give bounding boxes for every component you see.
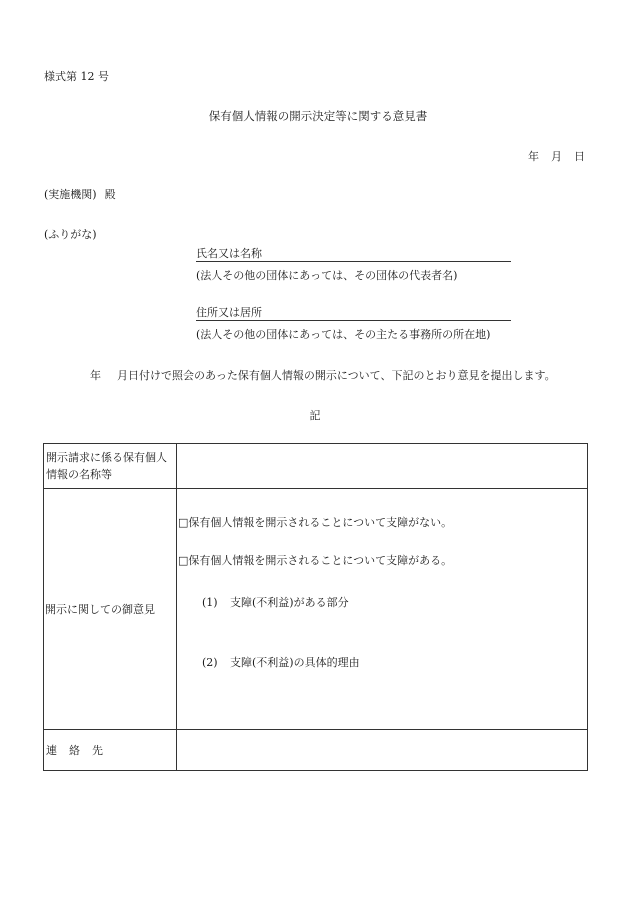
statement	[90, 367, 556, 383]
statement-text: 日付けで照会のあった保有個人情報の開示について、下記のとおり意見を提出します。	[128, 369, 556, 382]
table-row	[44, 444, 588, 489]
sub-item-1-text: 支障(不利益)がある部分	[230, 596, 349, 609]
name-field[interactable]	[196, 247, 511, 262]
contact-label: 連絡先	[44, 730, 177, 771]
sub-item-1	[202, 594, 349, 610]
option-issue[interactable]: □保有個人情報を開示されることについて支障がある。	[178, 554, 453, 567]
request-info-label: 開示請求に係る保有個人情報の名称等	[44, 444, 177, 489]
date-day: 日	[574, 150, 585, 163]
furigana-label: (ふりがな)	[44, 228, 97, 241]
ki-heading: 記	[309, 409, 321, 422]
opinion-table	[43, 443, 588, 771]
address-label: 住所又は居所	[196, 306, 262, 319]
table-row	[44, 730, 588, 771]
statement-month: 月	[117, 369, 128, 382]
addressee-org: (実施機関)	[44, 188, 97, 201]
opinion-field	[177, 489, 588, 730]
date-month: 月	[551, 150, 562, 163]
addressee	[44, 186, 116, 202]
name-label: 氏名又は名称	[196, 247, 262, 260]
table-row	[44, 489, 588, 730]
addressee-honorific: 殿	[104, 188, 116, 201]
address-note: (法人その他の団体にあっては、その主たる事務所の所在地)	[196, 328, 491, 341]
sub-item-2	[202, 654, 360, 670]
name-note: (法人その他の団体にあっては、その団体の代表者名)	[196, 269, 458, 282]
form-number: 様式第 12 号	[44, 70, 109, 83]
document-title: 保有個人情報の開示決定等に関する意見書	[208, 109, 428, 123]
opinion-label: 開示に関しての御意見	[44, 489, 177, 730]
sub-item-2-text: 支障(不利益)の具体的理由	[230, 656, 360, 669]
option-no-issue[interactable]: □保有個人情報を開示されることについて支障がない。	[178, 516, 453, 529]
address-field[interactable]	[196, 306, 511, 321]
request-info-field[interactable]	[177, 444, 588, 489]
date-line	[528, 148, 585, 164]
sub-item-2-number: (2)	[202, 656, 218, 669]
contact-field[interactable]	[177, 730, 588, 771]
sub-item-1-number: (1)	[202, 596, 218, 609]
statement-year: 年	[90, 369, 101, 382]
date-year: 年	[528, 150, 539, 163]
